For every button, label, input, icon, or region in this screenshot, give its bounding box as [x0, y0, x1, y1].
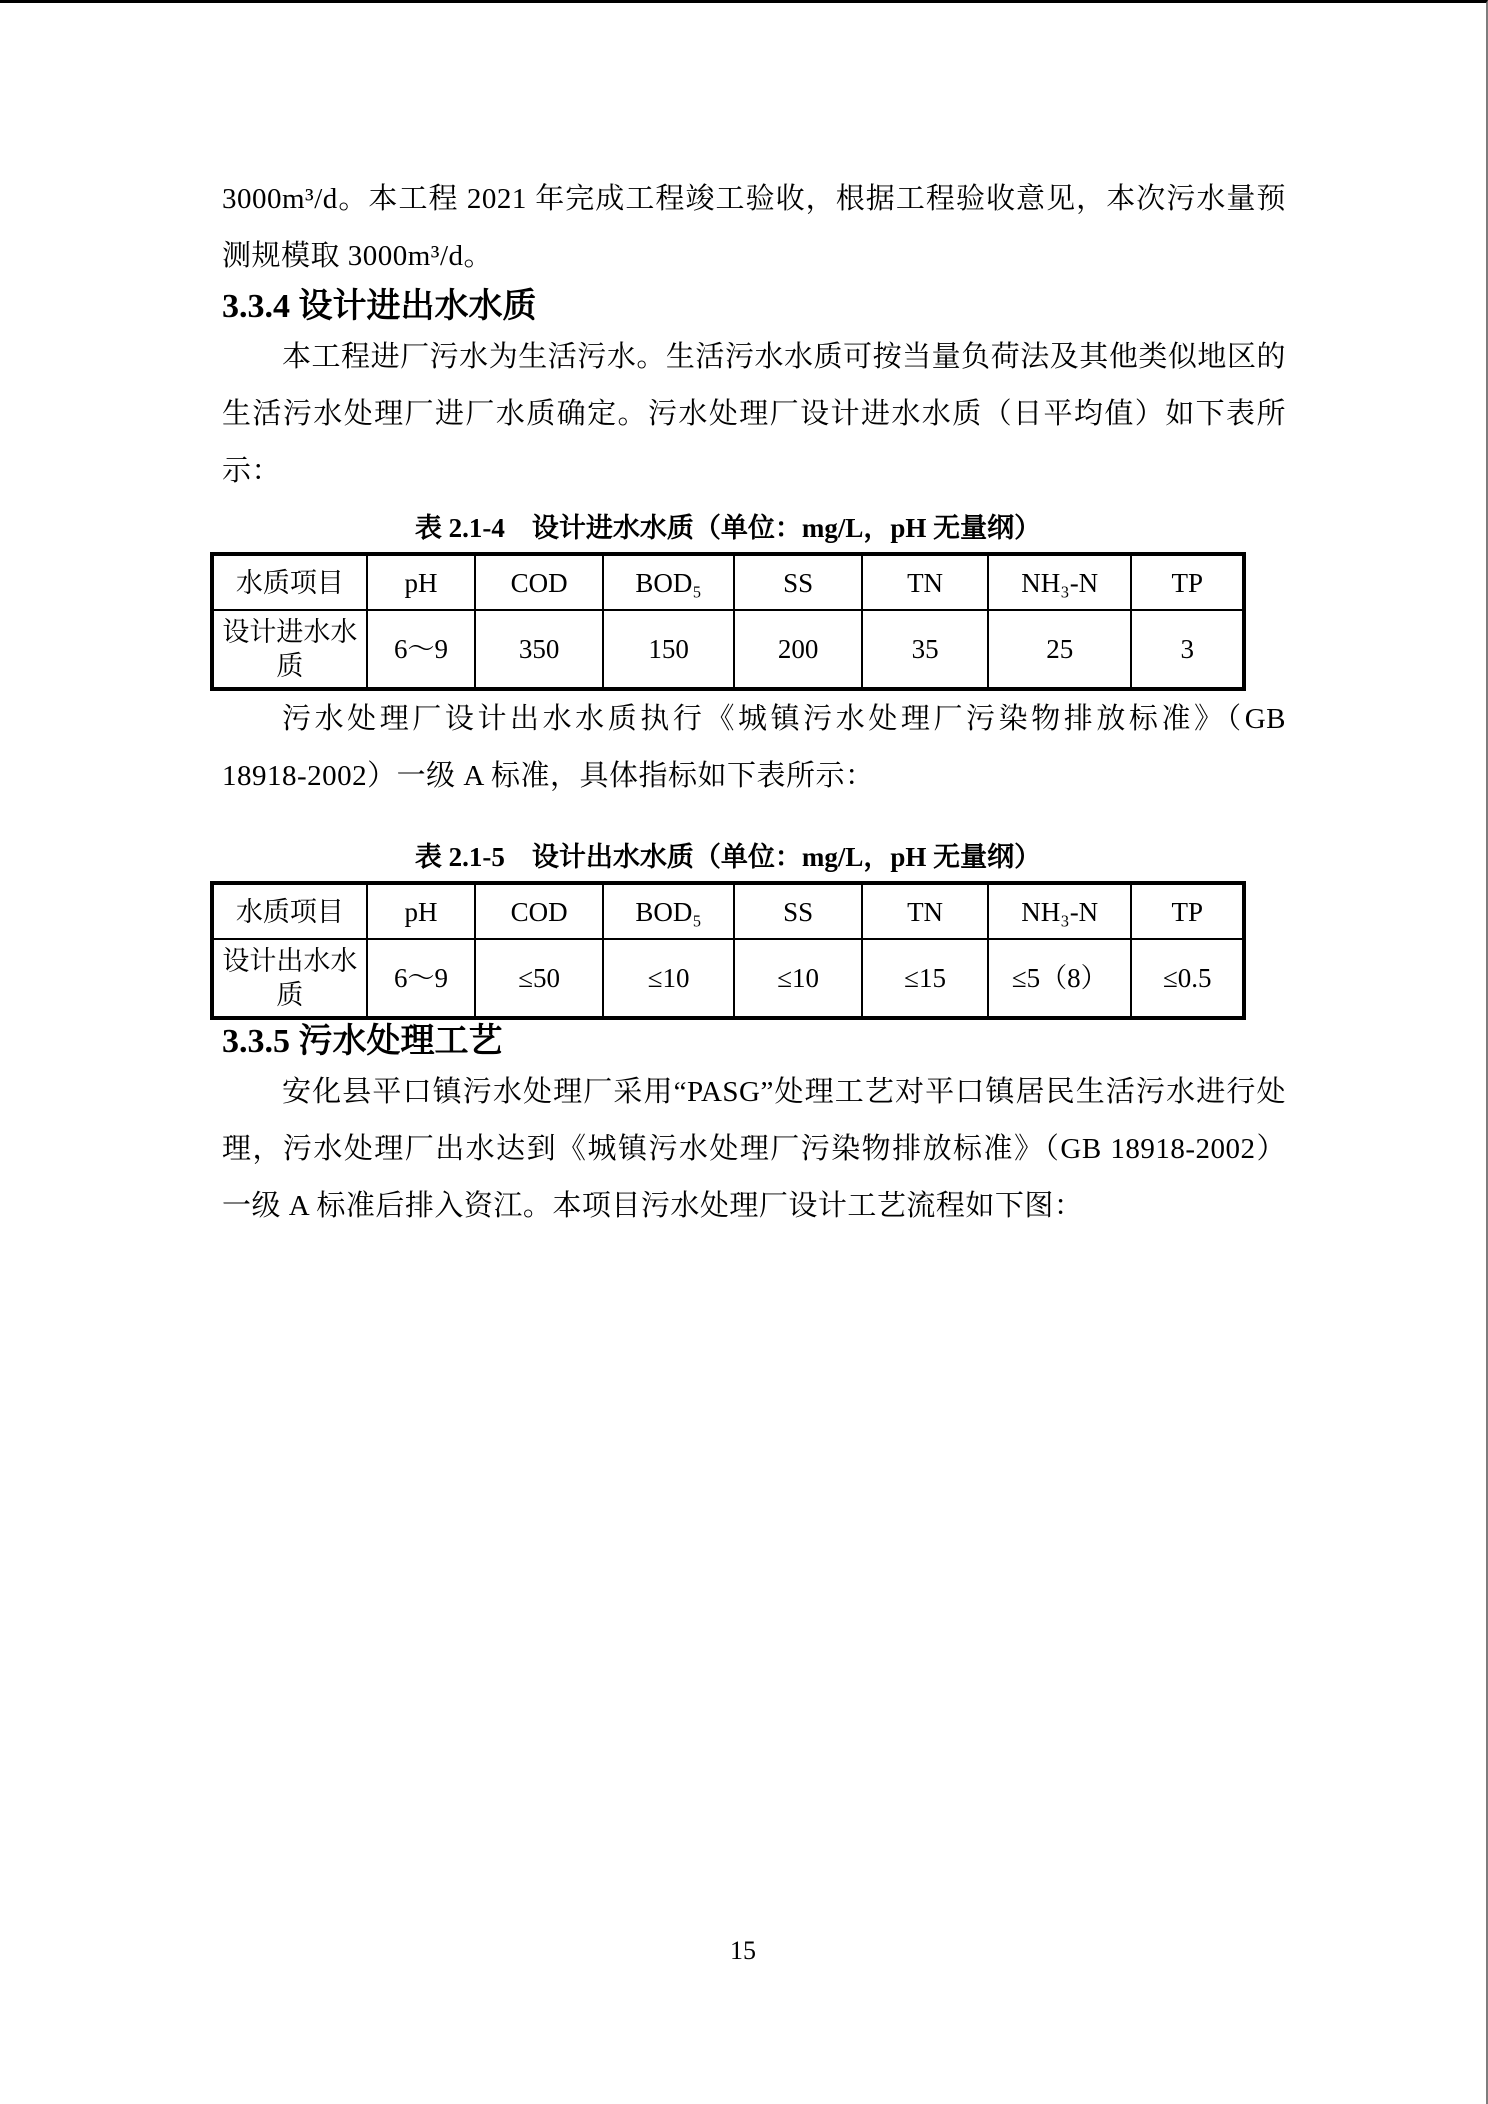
value-cell-cod: ≤50 — [475, 939, 603, 1018]
value-cell-nh3n: 25 — [988, 610, 1131, 689]
section-heading-3-3-5: 3.3.5 污水处理工艺 — [222, 1023, 503, 1060]
header-cell-cod: COD — [475, 554, 603, 610]
table-value-row — [212, 939, 1244, 1018]
table-value-row — [212, 610, 1244, 689]
header-cell-bod5: BOD₅ — [603, 883, 734, 939]
table-header-row — [212, 554, 1244, 610]
section-heading-3-3-4: 3.3.4 设计进出水水质 — [222, 288, 537, 325]
header-cell-ph: pH — [367, 883, 475, 939]
outlet-table-caption: 表 2.1-5 设计出水水质（单位：mg/L，pH 无量纲） — [414, 842, 1042, 872]
header-cell-tp: TP — [1131, 554, 1244, 610]
value-cell-tp: 3 — [1131, 610, 1244, 689]
value-cell-ss: ≤10 — [734, 939, 862, 1018]
page-number: 15 — [730, 1936, 756, 1965]
header-cell-tn: TN — [862, 554, 988, 610]
header-cell-nh3n: NH₃-N — [988, 883, 1131, 939]
inlet-table-caption: 表 2.1-4 设计进水水质（单位：mg/L，pH 无量纲） — [414, 513, 1042, 543]
table-header-row — [212, 883, 1244, 939]
value-cell-ph: 6～9 — [367, 939, 475, 1018]
value-cell-bod5: ≤10 — [603, 939, 734, 1018]
section-3-3-4-paragraph: 本工程进厂污水为生活污水。生活污水水质可按当量负荷法及其他类似地区的生活污水处理厂进厂水质确定。污水处理厂设计进水水质（日平均值）如下表所示： — [222, 341, 1286, 487]
header-cell-nh3n: NH₃-N — [988, 554, 1131, 610]
outlet-water-quality-table — [210, 881, 1246, 1020]
outlet-paragraph: 污水处理厂设计出水水质执行《城镇污水处理厂污染物排放标准》（GB 18918-2002）一级 A 标准，具体指标如下表所示： — [222, 703, 1286, 792]
row-label-cell: 设计出水水质 — [212, 939, 367, 1018]
header-cell-ss: SS — [734, 883, 862, 939]
header-cell-ph: pH — [367, 554, 475, 610]
value-cell-ph: 6～9 — [367, 610, 475, 689]
value-cell-nh3n: ≤5（8） — [988, 939, 1131, 1018]
header-cell-bod5: BOD₅ — [603, 554, 734, 610]
page-content — [0, 3, 1486, 1235]
value-cell-bod5: 150 — [603, 610, 734, 689]
header-cell-item: 水质项目 — [212, 554, 367, 610]
header-cell-cod: COD — [475, 883, 603, 939]
value-cell-tn: ≤15 — [862, 939, 988, 1018]
value-cell-ss: 200 — [734, 610, 862, 689]
value-cell-cod: 350 — [475, 610, 603, 689]
header-cell-item: 水质项目 — [212, 883, 367, 939]
header-cell-ss: SS — [734, 554, 862, 610]
row-label-cell: 设计进水水质 — [212, 610, 367, 689]
value-cell-tp: ≤0.5 — [1131, 939, 1244, 1018]
header-cell-tn: TN — [862, 883, 988, 939]
intro-paragraph: 3000m³/d。本工程 2021 年完成工程竣工验收，根据工程验收意见，本次污水量预测规模取 3000m³/d。 — [222, 183, 1286, 272]
header-cell-tp: TP — [1131, 883, 1244, 939]
value-cell-tn: 35 — [862, 610, 988, 689]
section-3-3-5-paragraph: 安化县平口镇污水处理厂采用“PASG”处理工艺对平口镇居民生活污水进行处理，污水处理厂出水达到《城镇污水处理厂污染物排放标准》（GB 18918-2002）一级 A 标准后排入资江。本项目污水处理厂设计工艺流程如下图： — [222, 1076, 1286, 1222]
inlet-water-quality-table — [210, 552, 1246, 691]
